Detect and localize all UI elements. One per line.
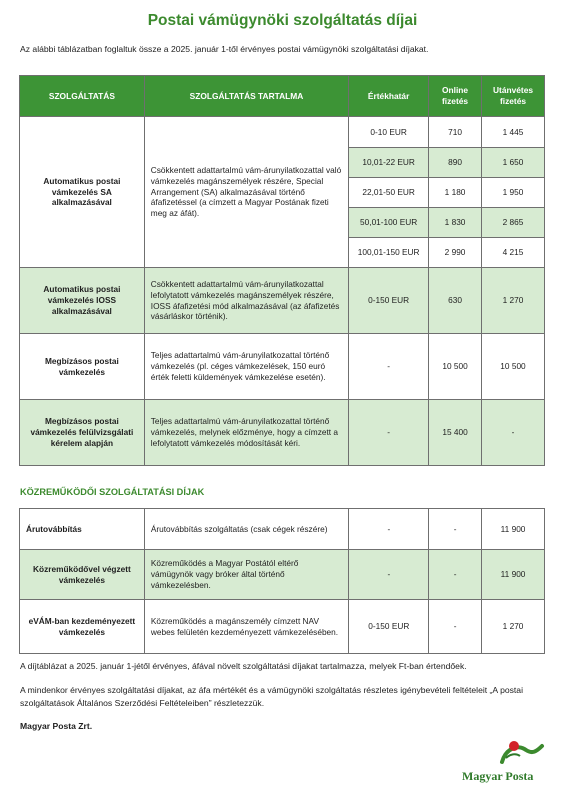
limit-cell: 0-10 EUR: [349, 117, 429, 148]
online-cell: 10 500: [429, 334, 482, 400]
service-name-felulvizsgalat: Megbízásos postai vámkezelés felülvizsgálati kérelem alapján: [20, 400, 145, 466]
limit-cell: 22,01-50 EUR: [349, 178, 429, 208]
online-cell: 710: [429, 117, 482, 148]
intermediary-fee-table: [19, 508, 545, 654]
limit-cell: -: [349, 400, 429, 466]
page-title: Postai vámügynöki szolgáltatás díjai: [147, 12, 418, 29]
table-row: [20, 117, 545, 148]
magyar-posta-logo: [462, 736, 550, 784]
footnote-terms: A mindenkor érvényes szolgáltatási díjakat, az áfa mértékét és a vámügynöki szolgáltatás részletes igénybevételi feltételeit „A postai szolgáltatások Általános Szerződési Feltételeiben” részletezzük.: [20, 685, 523, 708]
fee-table: [19, 75, 545, 466]
table-row: [20, 509, 545, 550]
service-name-sa: Automatikus postai vámkezelés SA alkalmazásával: [20, 117, 145, 268]
limit-cell: -: [349, 550, 429, 600]
online-cell: 1 180: [429, 178, 482, 208]
online-cell: 630: [429, 268, 482, 334]
limit-cell: 10,01-22 EUR: [349, 148, 429, 178]
cod-cell: 11 900: [482, 550, 545, 600]
limit-cell: -: [349, 334, 429, 400]
table-row: [20, 268, 545, 334]
online-cell: 1 830: [429, 207, 482, 237]
cod-cell: 1 950: [482, 178, 545, 208]
online-cell: 2 990: [429, 237, 482, 267]
cod-cell: 1 445: [482, 117, 545, 148]
service-name-ioss: Automatikus postai vámkezelés IOSS alkalmazásával: [20, 268, 145, 334]
limit-cell: 0-150 EUR: [349, 600, 429, 654]
service-desc-arutovabbitas: Árutovábbítás szolgáltatás (csak cégek részére): [144, 509, 349, 550]
signature: Magyar Posta Zrt.: [20, 721, 93, 731]
online-cell: 15 400: [429, 400, 482, 466]
online-cell: -: [429, 509, 482, 550]
service-name-kozremukodo: Közreműködővel végzett vámkezelés: [20, 550, 145, 600]
cod-cell: 1 650: [482, 148, 545, 178]
table-row: [20, 600, 545, 654]
table-header-row: [20, 76, 545, 117]
cod-cell: 11 900: [482, 509, 545, 550]
cod-cell: -: [482, 400, 545, 466]
online-cell: -: [429, 600, 482, 654]
table-row: [20, 400, 545, 466]
table-row: [20, 334, 545, 400]
logo-text: Magyar Posta: [462, 769, 534, 783]
service-name-evam: eVÁM-ban kezdeményezett vámkezelés: [20, 600, 145, 654]
service-desc-ioss: Csökkentett adattartalmú vám-árunyilatkozattal lefolytatott vámkezelés magánszemélyek részére, IOSS áfafizetési mód alkalmazásával (az áfafizetés vásárláskor történik).: [144, 268, 348, 334]
service-name-arutovabbitas: Árutovábbítás: [20, 509, 145, 550]
limit-cell: 0-150 EUR: [349, 268, 429, 334]
cod-cell: 2 865: [482, 207, 545, 237]
posthorn-icon: [462, 736, 550, 768]
limit-cell: 50,01-100 EUR: [349, 207, 429, 237]
section-subtitle: KÖZREMŰKÖDŐI SZOLGÁLTATÁSI DÍJAK: [20, 487, 205, 497]
service-desc-sa: Csökkentett adattartalmú vám-árunyilatkozattal való vámkezelés magánszemélyek részére, Special Arrangement (SA) alkalmazásával történő áfafizetéssel (a címzett a Magyar Postának fizeti meg az áfát).: [144, 117, 348, 268]
cod-cell: 1 270: [482, 268, 545, 334]
online-cell: -: [429, 550, 482, 600]
cod-cell: 1 270: [482, 600, 545, 654]
cod-cell: 10 500: [482, 334, 545, 400]
header-content: SZOLGÁLTATÁS TARTALMA: [144, 76, 348, 117]
table-row: [20, 550, 545, 600]
header-limit: Értékhatár: [349, 76, 429, 117]
header-online: Online fizetés: [429, 76, 482, 117]
cod-cell: 4 215: [482, 237, 545, 267]
service-desc-megbizasos: Teljes adattartalmú vám-árunyilatkozattal történő vámkezelés (pl. céges vámkezelések, 150 euró érték feletti küldemények vámkezelése esetén).: [144, 334, 348, 400]
service-desc-evam: Közreműködés a magánszemély címzett NAV webes felületén kezdeményezett vámkezelésében.: [144, 600, 349, 654]
header-service: SZOLGÁLTATÁS: [20, 76, 145, 117]
limit-cell: -: [349, 509, 429, 550]
footnote-validity: A díjtáblázat a 2025. január 1-jétől érvényes, áfával növelt szolgáltatási díjakat tartalmazza, melyek Ft-ban értendőek.: [20, 661, 467, 671]
online-cell: 890: [429, 148, 482, 178]
service-name-megbizasos: Megbízásos postai vámkezelés: [20, 334, 145, 400]
service-desc-felulvizsgalat: Teljes adattartalmú vám-árunyilatkozattal történő vámkezelés, melynek előzménye, hogy a címzett a lefolytatott vámkezelés módosítását kéri.: [144, 400, 348, 466]
header-cod: Utánvétes fizetés: [482, 76, 545, 117]
service-desc-kozremukodo: Közreműködés a Magyar Postától eltérő vámügynök vagy bróker által történő vámkezelésben.: [144, 550, 349, 600]
intro-text: Az alábbi táblázatban foglaltuk össze a 2025. január 1-től érvényes postai vámügynöki szolgáltatási díjakat.: [20, 44, 429, 54]
limit-cell: 100,01-150 EUR: [349, 237, 429, 267]
